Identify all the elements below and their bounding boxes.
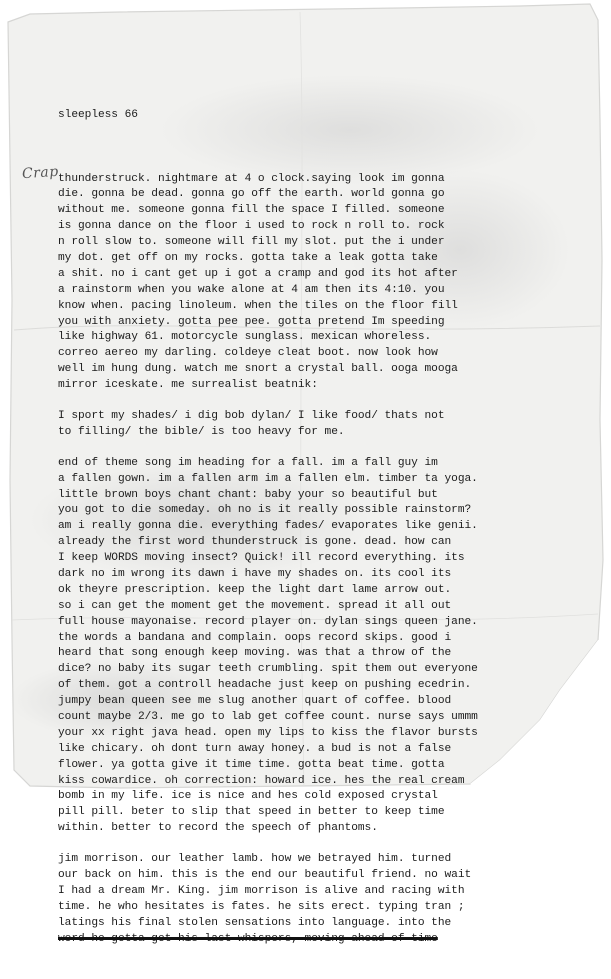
text-line: so i can get the moment get the movement. spread it all out bbox=[58, 599, 452, 612]
text-line: pill pill. beter to slip that speed in better to keep time bbox=[58, 806, 445, 819]
text-line: end of theme song im heading for a fall. im a fall guy im bbox=[58, 456, 438, 469]
text-line: mirror iceskate. me surrealist beatnik: bbox=[58, 379, 318, 392]
text-line: flower. ya gotta give it time time. gotta beat time. gotta bbox=[58, 758, 445, 771]
text-line: the words a bandana and complain. oops record skips. good i bbox=[58, 631, 452, 644]
text-line: die. gonna be dead. gonna go off the earth. world gonna go bbox=[58, 188, 445, 201]
page-title: sleepless 66 bbox=[58, 108, 138, 121]
text-line: like highway 61. motorcycle sunglass. mexican whoreless. bbox=[58, 331, 432, 344]
text-line: without me. someone gonna fill the space I filled. someone bbox=[58, 204, 445, 217]
text-line: dice? no baby its sugar teeth crumbling. spit them out everyone bbox=[58, 663, 478, 676]
text-line: within. better to record the speech of phantoms. bbox=[58, 822, 378, 835]
text-line: latings his final stolen sensations into language. into the bbox=[58, 916, 452, 929]
paragraph bbox=[58, 172, 578, 394]
text-line: like chicary. oh dont turn away honey. a bud is not a false bbox=[58, 742, 452, 755]
text-line: know when. pacing linoleum. when the tiles on the floor fill bbox=[58, 299, 458, 312]
text-line: correo aereo my darling. coldeye cleat boot. now look how bbox=[58, 347, 438, 360]
text-line: jumpy bean queen see me slug another quart of coffee. blood bbox=[58, 695, 452, 708]
text-line: time. he who hesitates is fates. he sits erect. typing tran ; bbox=[58, 900, 465, 913]
text-line: my dot. get off on my rocks. gotta take a leak gotta take bbox=[58, 251, 438, 264]
paragraph bbox=[58, 456, 578, 837]
text-line: heard that song enough keep moving. was that a throw of the bbox=[58, 647, 452, 660]
paragraph bbox=[58, 852, 578, 947]
text-line: I keep WORDS moving insect? Quick! ill record everything. its bbox=[58, 552, 465, 565]
text-line: ok theyre prescription. keep the light dart lame arrow out. bbox=[58, 583, 452, 596]
text-line: a rainstorm when you wake alone at 4 am then its 4:10. you bbox=[58, 283, 445, 296]
text-line: word he gotta get his last whispers, moving ahead of time bbox=[58, 932, 438, 945]
typed-text bbox=[58, 76, 578, 979]
text-line: a shit. no i cant get up i got a cramp and god its hot after bbox=[58, 267, 458, 280]
text-line: you got to die someday. oh no is it really possible rainstorm? bbox=[58, 504, 472, 517]
text-line: our back on him. this is the end our beautiful friend. no wait bbox=[58, 869, 472, 882]
text-line: am i really gonna die. everything fades/ evaporates like genii. bbox=[58, 520, 478, 533]
text-line: to filling/ the bible/ is too heavy for me. bbox=[58, 425, 345, 438]
text-line: I had a dream Mr. King. jim morrison is alive and racing with bbox=[58, 884, 465, 897]
text-line: jim morrison. our leather lamb. how we betrayed him. turned bbox=[58, 853, 452, 866]
text-line: of them. got a controll headache just keep on pushing ecedrin. bbox=[58, 679, 472, 692]
text-line: you with anxiety. gotta pee pee. gotta pretend Im speeding bbox=[58, 315, 445, 328]
paragraph bbox=[58, 409, 578, 441]
paragraphs bbox=[58, 172, 578, 948]
handwritten-margin-note: Crap bbox=[21, 163, 60, 183]
text-line: little brown boys chant chant: baby your so beautiful but bbox=[58, 488, 438, 501]
text-line: n roll slow to. someone will fill my slot. put the i under bbox=[58, 236, 445, 249]
text-line: already the first word thunderstruck is gone. dead. how can bbox=[58, 536, 452, 549]
text-line: a fallen gown. im a fallen arm im a fallen elm. timber ta yoga. bbox=[58, 472, 478, 485]
text-line: full house mayonaise. record player on. dylan sings queen jane. bbox=[58, 615, 478, 628]
text-line: thunderstruck. nightmare at 4 o clock.saying look im gonna bbox=[58, 172, 445, 185]
text-line: count maybe 2/3. me go to lab get coffee count. nurse says ummm bbox=[58, 711, 478, 724]
text-line: kiss cowardice. oh correction: howard ice. hes the real cream bbox=[58, 774, 465, 787]
text-line: is gonna dance on the floor i used to rock n roll to. rock bbox=[58, 220, 445, 233]
text-line: I sport my shades/ i dig bob dylan/ I like food/ thats not bbox=[58, 410, 445, 422]
text-line: bomb in my life. ice is nice and hes cold exposed crystal bbox=[58, 790, 438, 803]
text-line: your xx right java head. open my lips to kiss the flavor bursts bbox=[58, 726, 478, 739]
text-line: well im hung dung. watch me snort a crystal ball. ooga mooga bbox=[58, 363, 458, 376]
text-line: dark no im wrong its dawn i have my shades on. its cool its bbox=[58, 568, 452, 581]
